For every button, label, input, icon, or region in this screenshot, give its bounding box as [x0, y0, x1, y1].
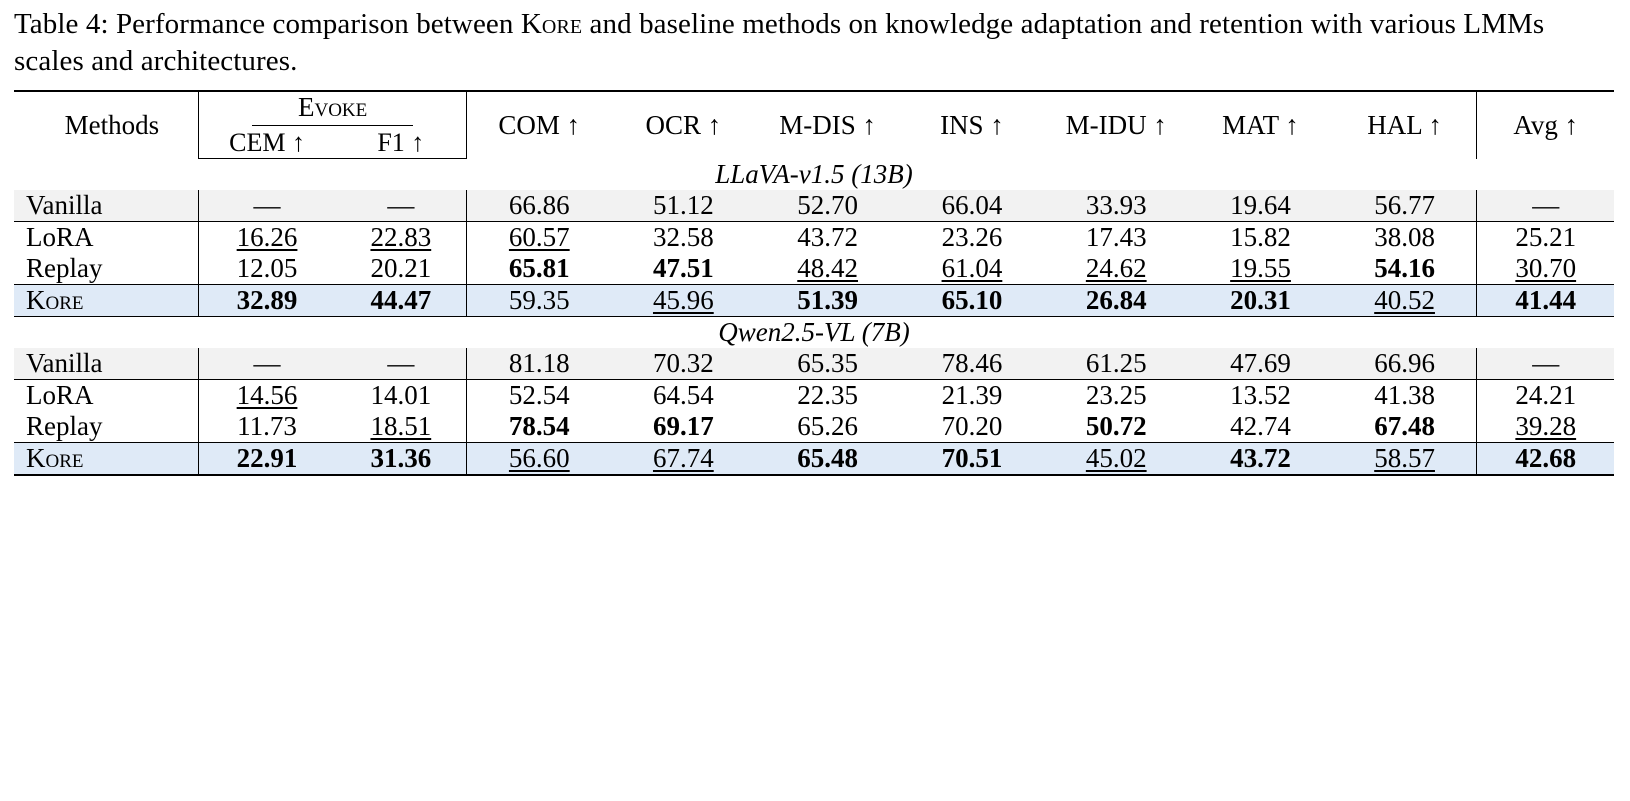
- table-cell: 60.57: [467, 222, 611, 254]
- table-cell: 70.32: [611, 348, 755, 380]
- table-cell: 56.77: [1333, 190, 1477, 222]
- table-cell: 22.91: [198, 443, 335, 476]
- table-cell: 23.26: [941, 222, 1003, 253]
- row-label: Vanilla: [14, 348, 198, 380]
- caption-suffix: and baseline methods on knowledge adaptation and retention with various LMMs scales and architectures.: [14, 8, 1545, 78]
- table-cell: 33.93: [1044, 190, 1188, 222]
- table-cell: —: [335, 190, 467, 222]
- row-label: Kore: [14, 285, 198, 317]
- table-row: [14, 380, 1614, 412]
- table-cell: 78.54: [467, 411, 611, 443]
- section-title: Qwen2.5-VL (7B): [718, 317, 910, 348]
- header-hal: HAL ↑: [1333, 91, 1477, 159]
- table-cell: 81.18: [467, 348, 611, 380]
- results-table: [14, 90, 1614, 476]
- table-cell: 19.64: [1188, 190, 1332, 222]
- row-label: Replay: [14, 253, 198, 285]
- table-cell: 66.86: [467, 190, 611, 222]
- table-cell: 25.21: [1477, 222, 1614, 254]
- table-cell: 20.21: [335, 253, 467, 285]
- table-cell: 22.83: [370, 222, 432, 253]
- table-cell: —: [198, 348, 335, 380]
- table-row: [14, 253, 1614, 285]
- header-ocr: OCR ↑: [611, 91, 755, 159]
- table-cell: 23.25: [1085, 380, 1147, 411]
- row-label: Vanilla: [14, 190, 198, 222]
- header-f1: F1 ↑: [335, 128, 467, 159]
- caption-method-name: Kore: [520, 8, 583, 40]
- table-cell: 24.62: [1044, 253, 1188, 285]
- table-cell: 22.35: [797, 380, 859, 411]
- table-cell: 43.72: [797, 222, 859, 253]
- table-cell: 32.89: [198, 285, 335, 317]
- table-cell: 12.05: [198, 253, 335, 285]
- table-cell: —: [1477, 348, 1614, 380]
- table-cell: 70.51: [900, 443, 1044, 476]
- table-cell: 66.96: [1333, 348, 1477, 380]
- table-cell: 14.01: [370, 380, 432, 411]
- table-cell: 65.35: [756, 348, 900, 380]
- table-cell: 42.74: [1188, 411, 1332, 443]
- table-cell: 59.35: [467, 285, 611, 317]
- header-mdis: M-DIS ↑: [756, 91, 900, 159]
- table-cell: —: [1477, 190, 1614, 222]
- table-cell: 39.28: [1477, 411, 1614, 443]
- table-cell: 40.52: [1333, 285, 1477, 317]
- header-avg: Avg ↑: [1477, 91, 1614, 159]
- table-cell: 21.39: [941, 380, 1003, 411]
- row-label: LoRA: [26, 380, 94, 411]
- table-cell: 48.42: [756, 253, 900, 285]
- header-com: COM ↑: [467, 91, 611, 159]
- table-cell: 20.31: [1188, 285, 1332, 317]
- table-cell: 47.51: [611, 253, 755, 285]
- table-cell: 67.74: [611, 443, 755, 476]
- table-cell: 17.43: [1085, 222, 1147, 253]
- caption-prefix: Table 4: Performance comparison between: [14, 8, 521, 40]
- header-cem: CEM ↑: [198, 128, 335, 159]
- table-cell: 61.04: [900, 253, 1044, 285]
- table-cell: 69.17: [611, 411, 755, 443]
- table-cell: —: [198, 190, 335, 222]
- table-cell: 64.54: [652, 380, 714, 411]
- table-cell: 41.38: [1374, 380, 1435, 411]
- header-evoke-group: Evoke: [198, 91, 467, 128]
- table-cell: 51.12: [611, 190, 755, 222]
- table-row: [14, 443, 1614, 476]
- table-cell: 24.21: [1477, 380, 1614, 412]
- table-cell: 43.72: [1188, 443, 1332, 476]
- table-cell: 19.55: [1188, 253, 1332, 285]
- table-cell: 65.48: [756, 443, 900, 476]
- table-cell: 45.96: [611, 285, 755, 317]
- table-cell: 78.46: [900, 348, 1044, 380]
- table-cell: 52.54: [467, 380, 611, 412]
- table-cell: 45.02: [1044, 443, 1188, 476]
- table-cell: 14.56: [198, 380, 335, 412]
- table-cell: 65.10: [900, 285, 1044, 317]
- table-cell: 32.58: [652, 222, 714, 253]
- table-row: [14, 285, 1614, 317]
- table-cell: 58.57: [1333, 443, 1477, 476]
- table-cell: 11.73: [198, 411, 335, 443]
- table-header-row-1: [14, 91, 1614, 128]
- section-header-row: [14, 159, 1614, 191]
- table-cell: 54.16: [1333, 253, 1477, 285]
- row-label: LoRA: [26, 222, 94, 253]
- table-body: [14, 91, 1614, 475]
- table-cell: 50.72: [1044, 411, 1188, 443]
- row-label: Replay: [14, 411, 198, 443]
- table-row: [14, 348, 1614, 380]
- table-cell: 38.08: [1374, 222, 1435, 253]
- table-cell: 42.68: [1477, 443, 1614, 476]
- table-cell: 16.26: [198, 222, 335, 254]
- section-title: LLaVA-v1.5 (13B): [715, 159, 913, 190]
- table-cell: 52.70: [756, 190, 900, 222]
- table-row: [14, 190, 1614, 222]
- table-cell: 65.26: [756, 411, 900, 443]
- table-cell: —: [335, 348, 467, 380]
- table-cell: 26.84: [1044, 285, 1188, 317]
- table-cell: 56.60: [467, 443, 611, 476]
- table-caption: [14, 6, 1616, 80]
- header-ins: INS ↑: [900, 91, 1044, 159]
- table-cell: 61.25: [1044, 348, 1188, 380]
- table-cell: 31.36: [335, 443, 467, 476]
- table-cell: 15.82: [1230, 222, 1291, 253]
- header-methods: Methods: [14, 91, 198, 159]
- table-cell: 47.69: [1188, 348, 1332, 380]
- table-cell: 66.04: [900, 190, 1044, 222]
- header-midu: M-IDU ↑: [1044, 91, 1188, 159]
- table-cell: 67.48: [1333, 411, 1477, 443]
- table-cell: 18.51: [335, 411, 467, 443]
- table-cell: 41.44: [1477, 285, 1614, 317]
- section-header-row: [14, 317, 1614, 349]
- table-row: [14, 222, 1614, 254]
- row-label: Kore: [14, 443, 198, 476]
- table-cell: 30.70: [1477, 253, 1614, 285]
- table-row: [14, 411, 1614, 443]
- table-cell: 13.52: [1230, 380, 1291, 411]
- table-cell: 44.47: [335, 285, 467, 317]
- header-mat: MAT ↑: [1188, 91, 1332, 159]
- table-cell: 51.39: [756, 285, 900, 317]
- table-cell: 65.81: [467, 253, 611, 285]
- table-cell: 70.20: [900, 411, 1044, 443]
